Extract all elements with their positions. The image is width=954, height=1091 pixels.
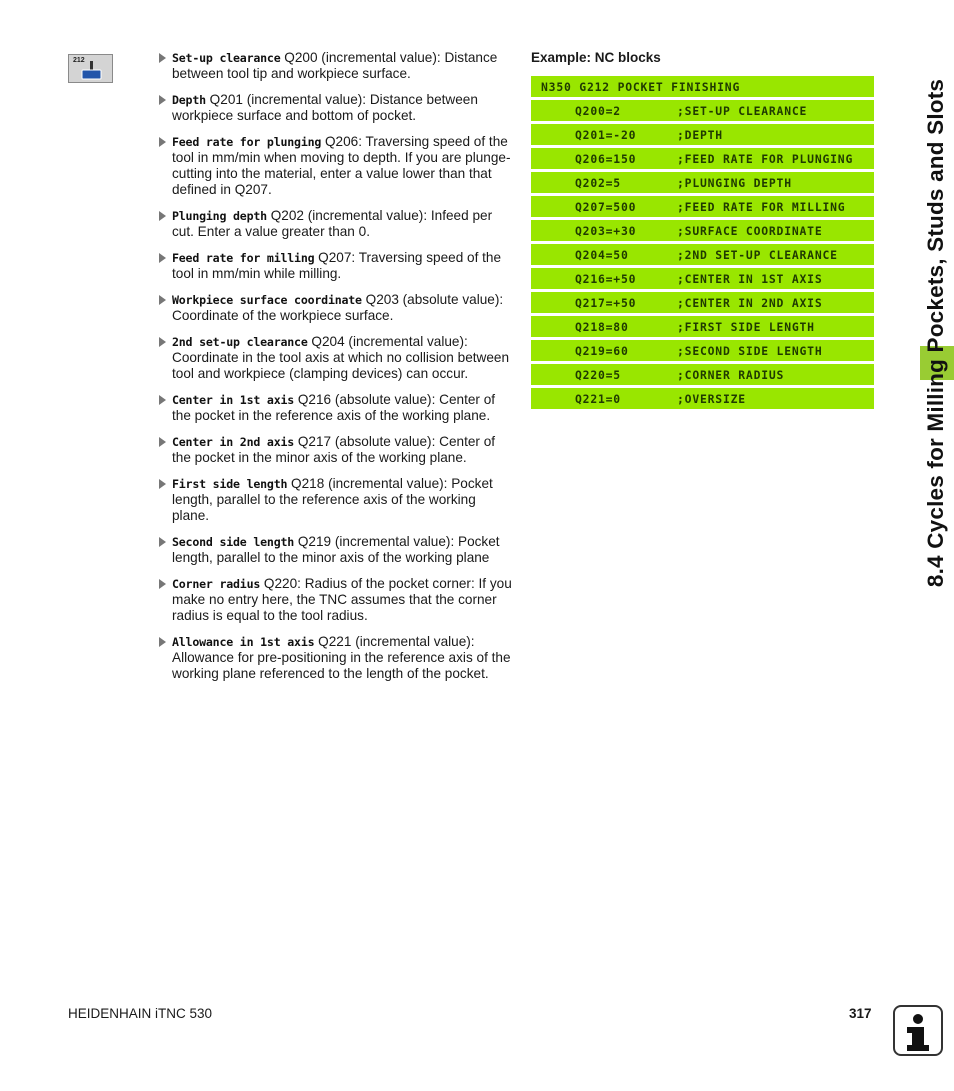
parameter-item	[159, 334, 515, 382]
parameter-keyword: First side length	[172, 477, 288, 491]
nc-row	[531, 220, 874, 241]
nc-comment: ;FIRST SIDE LENGTH	[677, 320, 815, 334]
nc-comment: ;OVERSIZE	[677, 392, 746, 406]
parameter-item	[159, 434, 515, 466]
nc-parameter: Q206=150	[575, 152, 637, 166]
nc-parameter: Q217=+50	[575, 296, 637, 310]
nc-comment: ;DEPTH	[677, 128, 723, 142]
nc-row	[531, 124, 874, 145]
nc-parameter: Q220=5	[575, 368, 621, 382]
bullet-arrow-icon	[159, 295, 166, 305]
bullet-arrow-icon	[159, 637, 166, 647]
parameter-item	[159, 634, 515, 682]
nc-parameter: Q202=5	[575, 176, 621, 190]
parameter-item	[159, 476, 515, 524]
nc-parameter: Q218=80	[575, 320, 629, 334]
nc-parameter: Q221=0	[575, 392, 621, 406]
parameter-description: Q216 (absolute value): Center of the pocket in the reference axis of the working plane.	[172, 392, 496, 423]
nc-row	[531, 196, 874, 217]
nc-parameter: Q200=2	[575, 104, 621, 118]
nc-comment: ;FEED RATE FOR MILLING	[677, 200, 846, 214]
nc-row	[531, 100, 874, 121]
parameter-description: Q218 (incremental value): Pocket length, parallel to the reference axis of the working plane.	[172, 476, 493, 523]
nc-parameter: Q216=+50	[575, 272, 637, 286]
nc-row	[531, 388, 874, 409]
nc-header-row: N350 G212 POCKET FINISHING	[531, 76, 874, 97]
side-title	[921, 50, 951, 616]
parameter-item	[159, 92, 515, 124]
nc-comment: ;SECOND SIDE LENGTH	[677, 344, 823, 358]
page-number: 317	[849, 1006, 872, 1021]
nc-comment: ;CENTER IN 2ND AXIS	[677, 296, 823, 310]
bullet-arrow-icon	[159, 537, 166, 547]
nc-parameter: Q203=+30	[575, 224, 637, 238]
parameter-description: Q202 (incremental value): Infeed per cut. Enter a value greater than 0.	[172, 208, 493, 239]
nc-block-listing	[531, 76, 874, 412]
parameter-description: Q206: Traversing speed of the tool in mm/min when moving to depth. If you are plunge-cutting into the material, enter a value lower than that defined in Q207.	[172, 134, 511, 197]
parameter-description: Q203 (absolute value): Coordinate of the workpiece surface.	[172, 292, 504, 323]
bullet-arrow-icon	[159, 253, 166, 263]
parameter-item	[159, 50, 515, 82]
cycle-212-icon	[68, 54, 113, 83]
nc-row	[531, 292, 874, 313]
nc-comment: ;CENTER IN 1ST AXIS	[677, 272, 823, 286]
nc-row	[531, 148, 874, 169]
nc-comment: ;CORNER RADIUS	[677, 368, 785, 382]
nc-comment: ;SURFACE COORDINATE	[677, 224, 823, 238]
bullet-arrow-icon	[159, 479, 166, 489]
info-icon	[893, 1005, 943, 1056]
parameter-item	[159, 134, 515, 198]
parameter-item	[159, 292, 515, 324]
parameter-keyword: Allowance in 1st axis	[172, 635, 315, 649]
nc-row	[531, 316, 874, 337]
parameter-description: Q200 (incremental value): Distance between tool tip and workpiece surface.	[172, 50, 498, 81]
nc-comment: ;FEED RATE FOR PLUNGING	[677, 152, 854, 166]
parameter-item	[159, 392, 515, 424]
parameter-description: Q204 (incremental value): Coordinate in the tool axis at which no collision between tool and workpiece (clamping devices) can occur.	[172, 334, 510, 381]
parameter-description: Q201 (incremental value): Distance between workpiece surface and bottom of pocket.	[172, 92, 478, 123]
parameter-keyword: Set-up clearance	[172, 51, 281, 65]
nc-comment: ;2ND SET-UP CLEARANCE	[677, 248, 838, 262]
parameter-keyword: Center in 1st axis	[172, 393, 295, 407]
parameter-keyword: Depth	[172, 93, 206, 107]
parameter-item	[159, 208, 515, 240]
nc-row	[531, 364, 874, 385]
cycle-number: 212	[73, 57, 85, 64]
parameter-keyword: Workpiece surface coordinate	[172, 293, 362, 307]
bullet-arrow-icon	[159, 211, 166, 221]
nc-row	[531, 244, 874, 265]
parameter-item	[159, 534, 515, 566]
nc-parameter: Q219=60	[575, 344, 629, 358]
parameter-item	[159, 250, 515, 282]
example-title: Example: NC blocks	[531, 50, 661, 65]
bullet-arrow-icon	[159, 437, 166, 447]
nc-row	[531, 268, 874, 289]
parameter-description: Q221 (incremental value): Allowance for pre-positioning in the reference axis of the working plane referenced to the length of the pocket.	[172, 634, 511, 681]
nc-comment: ;SET-UP CLEARANCE	[677, 104, 808, 118]
bullet-arrow-icon	[159, 395, 166, 405]
parameter-description: Q217 (absolute value): Center of the pocket in the minor axis of the working plane.	[172, 434, 496, 465]
nc-comment: ;PLUNGING DEPTH	[677, 176, 792, 190]
parameter-description: Q220: Radius of the pocket corner: If you make no entry here, the TNC assumes that the corner radius is equal to the tool radius.	[172, 576, 512, 623]
bullet-arrow-icon	[159, 337, 166, 347]
side-title-text: 8.4 Cycles for Milling Pockets, Studs and Slots	[923, 78, 948, 588]
bullet-arrow-icon	[159, 53, 166, 63]
bullet-arrow-icon	[159, 95, 166, 105]
nc-parameter: Q204=50	[575, 248, 629, 262]
nc-row	[531, 172, 874, 193]
parameter-keyword: Corner radius	[172, 577, 261, 591]
nc-row	[531, 340, 874, 361]
parameter-keyword: Feed rate for plunging	[172, 135, 322, 149]
parameter-keyword: Center in 2nd axis	[172, 435, 295, 449]
parameter-keyword: Plunging depth	[172, 209, 267, 223]
bullet-arrow-icon	[159, 137, 166, 147]
pocket-finishing-icon	[69, 55, 114, 84]
parameter-item	[159, 576, 515, 624]
parameter-description: Q219 (incremental value): Pocket length, parallel to the minor axis of the working plane	[172, 534, 500, 565]
parameter-description: Q207: Traversing speed of the tool in mm/min while milling.	[172, 250, 502, 281]
parameter-keyword: Feed rate for milling	[172, 251, 315, 265]
parameter-keyword: Second side length	[172, 535, 295, 549]
parameter-list	[159, 50, 515, 692]
nc-parameter: Q207=500	[575, 200, 637, 214]
nc-parameter: Q201=-20	[575, 128, 637, 142]
footer-manual-name: HEIDENHAIN iTNC 530	[68, 1006, 213, 1021]
bullet-arrow-icon	[159, 579, 166, 589]
parameter-keyword: 2nd set-up clearance	[172, 335, 308, 349]
